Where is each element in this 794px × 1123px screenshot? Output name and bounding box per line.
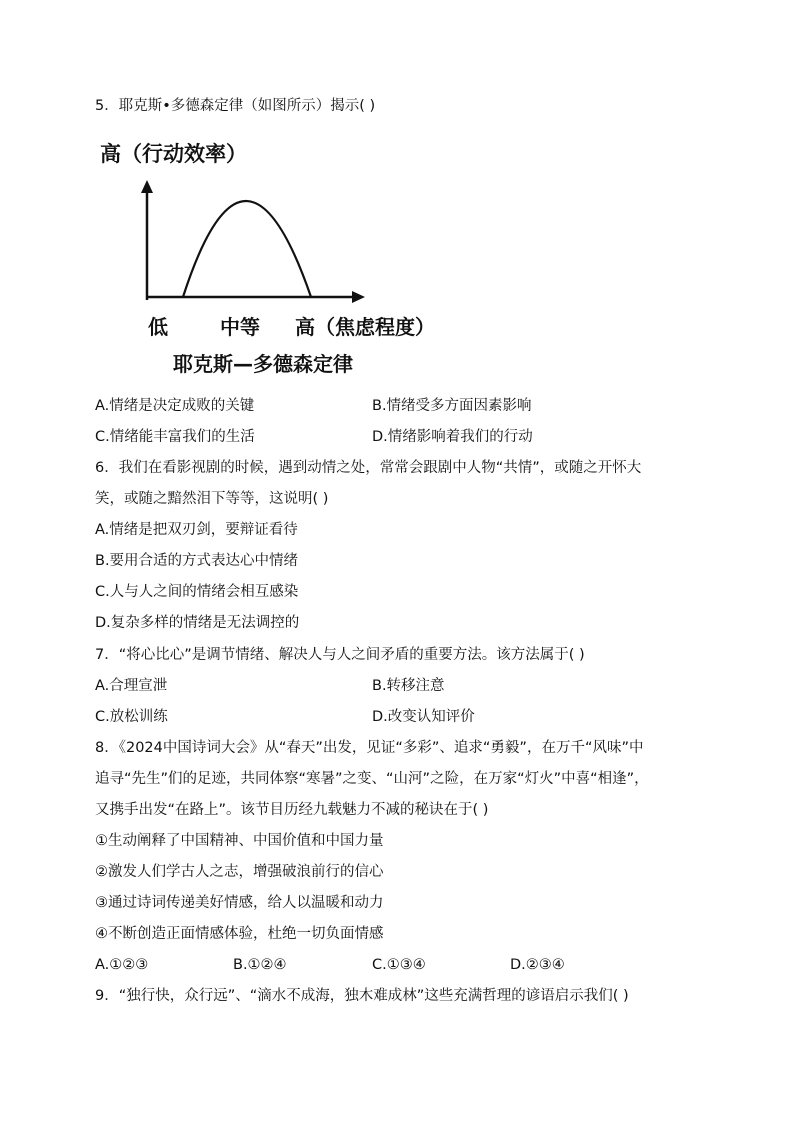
x-axis-label-low: 低 [148,315,168,339]
q8-statement-2: ②激发人们学古人之志，增强破浪前行的信心 [95,864,384,880]
q7-option-d[interactable]: D.改变认知评价 [372,709,475,725]
q6-stem-line1: 6．我们在看影视剧的时候，遇到动情之处，常常会跟剧中人物“共情”，或随之开怀大 [95,460,642,476]
q6-stem-line2: 笑，或随之黯然泪下等等，这说明( ) [95,491,329,507]
q5-stem: 5．耶克斯•多德森定律（如图所示）揭示( ) [95,98,376,114]
figure-y-axis-label: 高（行动效率） [100,142,247,166]
q8-option-b[interactable]: B.①②④ [233,957,287,973]
q6-option-d[interactable]: D.复杂多样的情绪是无法调控的 [95,615,300,631]
q7-option-c[interactable]: C.放松训练 [95,709,168,725]
q7-stem: 7．“将心比心”是调节情绪、解决人与人之间矛盾的重要方法。该方法属于( ) [95,647,585,663]
q8-statement-1: ①生动阐释了中国精神、中国价值和中国力量 [95,833,384,849]
x-axis-arrow-icon [352,291,365,303]
q5-option-d[interactable]: D.情绪影响着我们的行动 [372,429,533,445]
q6-option-a[interactable]: A.情绪是把双刃剑，要辩证看待 [95,522,298,538]
q7-option-a[interactable]: A.合理宣泄 [95,678,168,694]
q7-option-b[interactable]: B.转移注意 [372,678,445,694]
q5-option-c[interactable]: C.情绪能丰富我们的生活 [95,429,255,445]
q8-option-c[interactable]: C.①③④ [372,957,426,973]
q9-stem: 9．“独行快，众行远”、“滴水不成海，独木难成林”这些充满哲理的谚语启示我们( ) [95,988,629,1004]
q8-stem-line2: 追寻“先生”们的足迹，共同体察“寒暑”之变、“山河”之险，在万家“灯火”中喜“相逢”， [95,771,649,787]
q5-option-a[interactable]: A.情绪是决定成败的关键 [95,398,255,414]
x-axis-label-mid: 中等 [220,315,260,339]
q6-option-b[interactable]: B.要用合适的方式表达心中情绪 [95,553,299,569]
y-axis-arrow-icon [141,180,153,193]
performance-curve [183,201,311,297]
q8-stem-line1: 8．《2024中国诗词大会》从“春天”出发，见证“多彩”、追求“勇毅”，在万千“风味”中 [95,740,644,756]
q8-statement-3: ③通过诗词传递美好情感，给人以温暖和动力 [95,895,384,911]
q8-option-a[interactable]: A.①②③ [95,957,149,973]
q8-statement-4: ④不断创造正面情感体验，杜绝一切负面情感 [95,926,384,942]
q6-option-c[interactable]: C.人与人之间的情绪会相互感染 [95,584,299,600]
figure-caption: 耶克斯—多德森定律 [173,352,353,376]
q8-option-d[interactable]: D.②③④ [510,957,565,973]
q5-option-b[interactable]: B.情绪受多方面因素影响 [372,398,532,414]
q8-stem-line3: 又携手出发“在路上”。该节目历经九载魅力不减的秘诀在于( ) [95,802,489,818]
yerkes-dodson-figure [95,130,385,310]
x-axis-label-high: 高（焦虑程度） [295,315,435,339]
